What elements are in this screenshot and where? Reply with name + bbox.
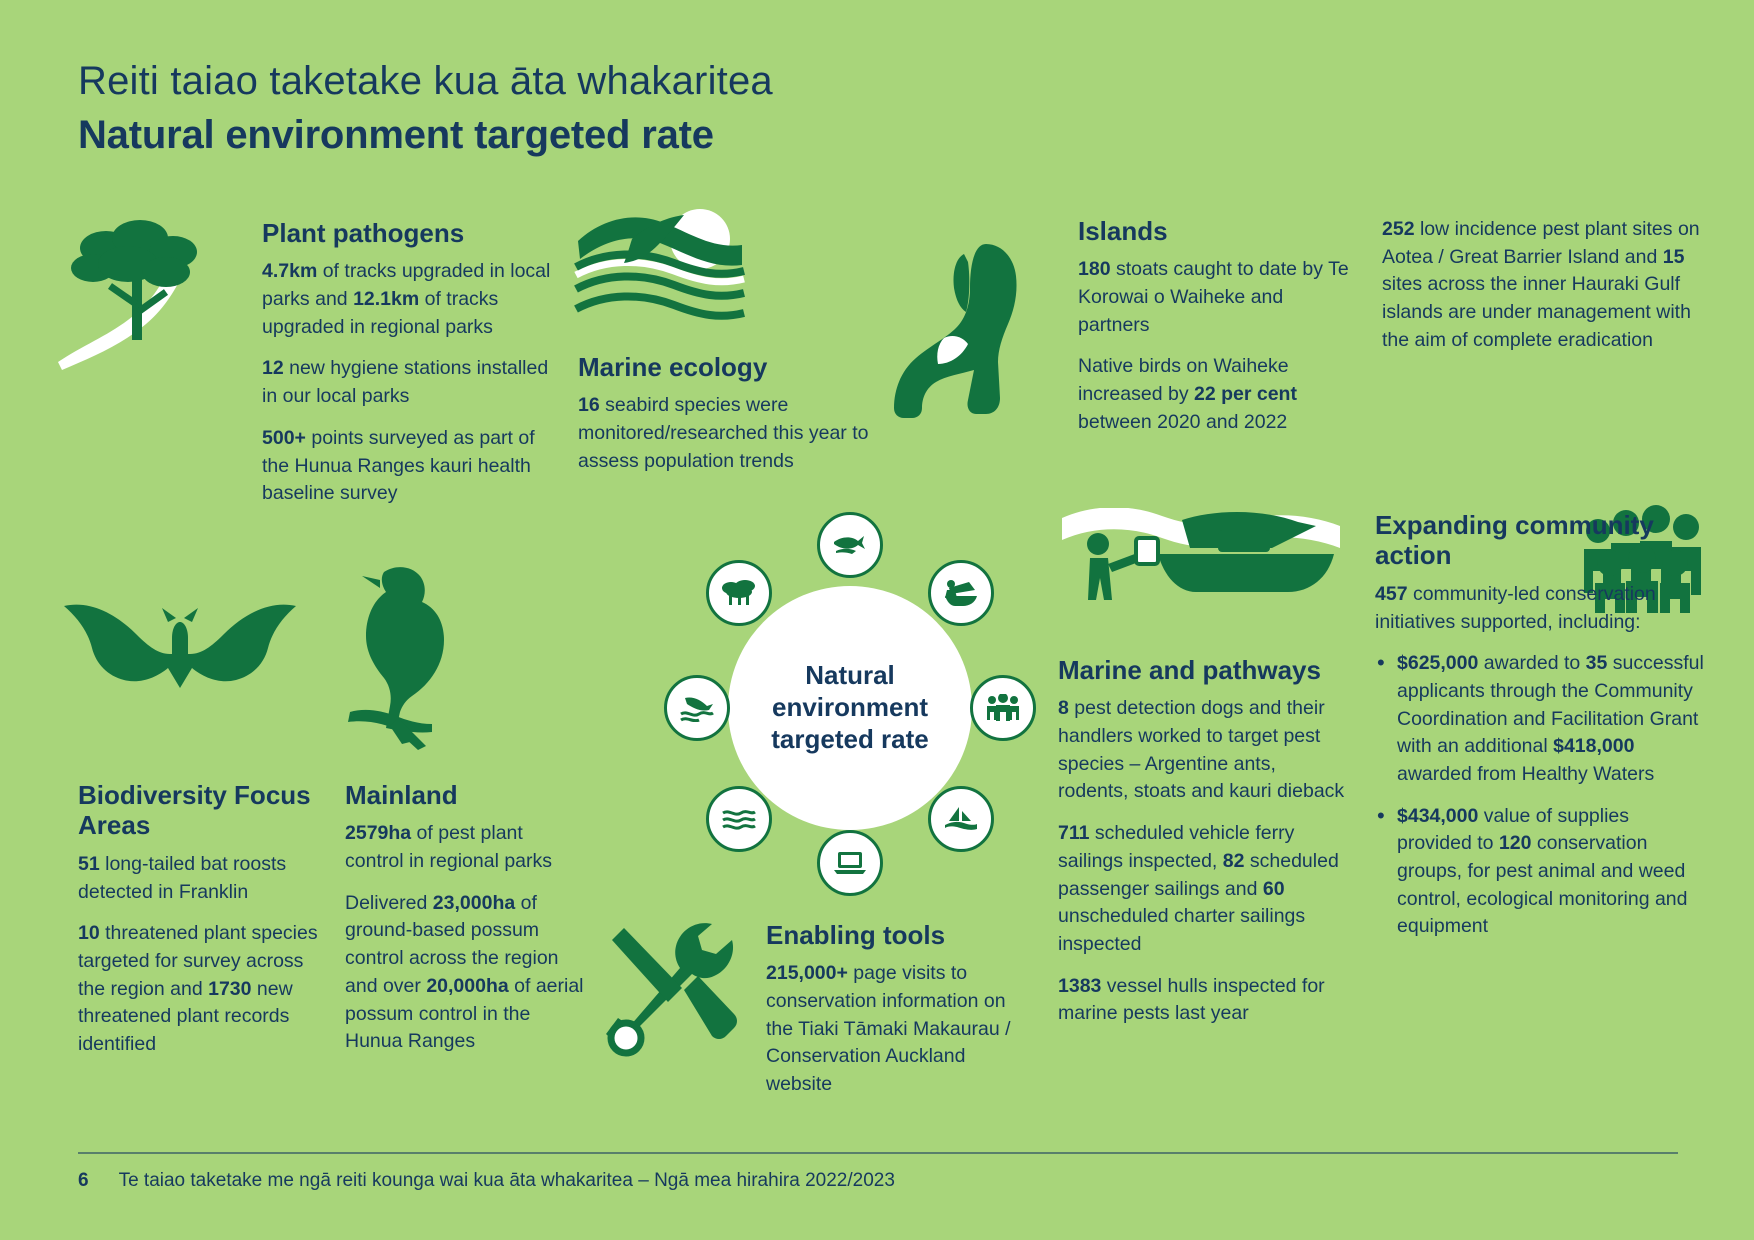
seabird-icon xyxy=(664,675,730,741)
enabling-tools-stat-1 xyxy=(766,960,1036,1098)
stat-text: Native birds on Waiheke increased by xyxy=(1078,355,1289,406)
stat-text: between 2020 and 2022 xyxy=(1078,410,1288,433)
stat-text: points surveyed as part of the Hunua Ranges kauri health baseline survey xyxy=(262,426,535,505)
islands-stat-1 xyxy=(1078,256,1358,339)
detection-dog-icon xyxy=(890,238,1040,428)
stat-text: threatened plant species targeted for survey across the region and xyxy=(78,922,318,1000)
stat-value: 12.1km xyxy=(353,288,420,311)
stat-text: awarded to xyxy=(1478,652,1586,675)
mainland-stat-2 xyxy=(345,890,585,1056)
page-title-maori: Reiti taiao taketake kua āta whakaritea xyxy=(78,59,773,103)
stat-text: stoats caught to date by Te Korowai o Waiheke and partners xyxy=(1078,258,1349,336)
stat-value: 12 xyxy=(262,357,284,380)
footer-divider xyxy=(78,1152,1678,1154)
stat-text: of aerial possum control in the Hunua Ranges xyxy=(345,974,584,1053)
stat-text: new hygiene stations installed in our local parks xyxy=(262,357,549,408)
plant-pathogens-stat-2 xyxy=(262,355,552,410)
stat-value: 4.7km xyxy=(262,260,318,283)
stat-value: 10 xyxy=(78,922,100,945)
sailboat-island-icon xyxy=(928,786,994,852)
section-enabling-tools xyxy=(766,920,1036,1099)
stat-value: 215,000+ xyxy=(766,962,848,985)
section-heading: Expanding community action xyxy=(1375,510,1654,571)
section-heading: Marine ecology xyxy=(578,352,768,382)
tree-and-path-icon xyxy=(48,212,228,377)
kokako-bird-icon xyxy=(340,560,455,765)
stat-text: page visits to conservation information on the Tiaki Tāmaki Makaurau / Conservation Auckland website xyxy=(766,962,1011,1096)
community-stat-1 xyxy=(1375,581,1705,636)
section-heading: Enabling tools xyxy=(766,920,946,950)
stat-value: 15 xyxy=(1662,245,1685,268)
stat-value: $418,000 xyxy=(1553,735,1635,758)
mainland-stat-1 xyxy=(345,820,585,875)
section-heading: Islands xyxy=(1078,216,1168,246)
list-item xyxy=(1397,803,1705,941)
marine-ecology-stat-1 xyxy=(578,392,888,475)
stat-text: new threatened plant records identified xyxy=(78,977,293,1055)
biodiversity-stat-1 xyxy=(78,851,328,906)
marine-pathways-stat-1 xyxy=(1058,695,1348,806)
stat-value: 23,000ha xyxy=(432,891,516,914)
section-heading: Plant pathogens xyxy=(262,218,465,248)
page-title-english: Natural environment targeted rate xyxy=(78,113,714,158)
section-mainland xyxy=(345,780,585,1056)
stat-text: successful applicants through the Community Coordination and Facilitation Grant with an additional xyxy=(1397,652,1704,758)
section-marine-ecology xyxy=(578,352,888,475)
stat-value: 120 xyxy=(1498,832,1532,855)
pest-plants-stat-1 xyxy=(1382,216,1702,354)
stat-value: 252 xyxy=(1382,218,1415,240)
stat-text: of tracks upgraded in local parks and xyxy=(262,260,551,311)
biodiversity-stat-2 xyxy=(78,920,328,1058)
stat-value: 60 xyxy=(1262,877,1285,900)
stat-text: awarded from Healthy Waters xyxy=(1397,762,1655,785)
community-bullet-list xyxy=(1375,650,1705,941)
stat-text: sites across the inner Hauraki Gulf islands are under management with the aim of complete eradication xyxy=(1382,273,1691,351)
stat-value: 82 xyxy=(1222,849,1245,872)
section-pest-plant-sites xyxy=(1382,216,1702,354)
stat-value: 711 xyxy=(1058,822,1090,845)
stat-value: 1730 xyxy=(208,977,252,1000)
plant-pathogens-stat-1 xyxy=(262,258,552,341)
marine-pathways-stat-3 xyxy=(1058,973,1348,1028)
stat-text: scheduled passenger sailings and xyxy=(1058,849,1339,900)
stat-value: 8 xyxy=(1058,697,1069,720)
stat-text: pest detection dogs and their handlers worked to target pest species – Argentine ants, rodents, stoats and kauri dieback xyxy=(1058,697,1345,803)
stat-text: vessel hulls inspected for marine pests last year xyxy=(1058,974,1325,1025)
page-footer xyxy=(78,1170,895,1192)
page-number: 6 xyxy=(78,1170,89,1191)
boat-and-inspector-icon xyxy=(1062,508,1342,633)
footer-text: Te taiao taketake me ngā reiti kounga wai kua āta whakaritea – Ngā mea hirahira 2022/2023 xyxy=(118,1170,895,1191)
targeted-rate-wheel xyxy=(660,518,1040,898)
section-biodiversity-focus-areas xyxy=(78,780,328,1059)
stat-value: 20,000ha xyxy=(426,974,509,997)
stat-text: of ground-based possum control across the region and over xyxy=(345,891,559,997)
long-tailed-bat-icon xyxy=(60,592,300,717)
section-expanding-community-action xyxy=(1375,510,1705,955)
stat-text: unscheduled charter sailings inspected xyxy=(1058,905,1306,955)
stat-text: low incidence pest plant sites on Aotea / Great Barrier Island and xyxy=(1382,218,1700,268)
tools-wrench-screwdriver-icon xyxy=(600,918,750,1068)
stat-text: scheduled vehicle ferry sailings inspected, xyxy=(1058,822,1295,872)
section-islands xyxy=(1078,216,1358,437)
marine-pathways-stat-2 xyxy=(1058,820,1348,958)
stat-value: 51 xyxy=(78,852,100,875)
stat-value: 35 xyxy=(1585,652,1608,675)
list-item xyxy=(1397,650,1705,788)
fish-icon xyxy=(817,512,883,578)
stat-text: seabird species were monitored/researched this year to assess population trends xyxy=(578,394,869,472)
forest-icon xyxy=(706,560,772,626)
stat-value: 16 xyxy=(578,394,600,417)
stat-text: value of supplies provided to xyxy=(1397,804,1630,855)
waves-icon xyxy=(706,786,772,852)
stat-value: 22 per cent xyxy=(1193,383,1297,406)
page-header xyxy=(78,58,1278,159)
wheel-center-label: Natural environment targeted rate xyxy=(771,660,929,754)
stat-value: $434,000 xyxy=(1397,804,1479,827)
section-heading: Biodiversity Focus Areas xyxy=(78,780,311,841)
wheel-center xyxy=(728,586,972,830)
stat-value: 500+ xyxy=(262,426,306,449)
stat-value: 1383 xyxy=(1058,974,1102,997)
stat-text: community-led conservation initiatives supported, including: xyxy=(1375,582,1656,633)
people-group-icon xyxy=(970,675,1036,741)
section-marine-and-pathways xyxy=(1058,655,1348,1028)
stat-value: 457 xyxy=(1375,582,1408,605)
seabird-and-waves-icon xyxy=(572,205,747,335)
section-heading: Mainland xyxy=(345,780,458,810)
stat-text: of pest plant control in regional parks xyxy=(345,822,553,873)
section-heading: Marine and pathways xyxy=(1058,655,1321,685)
stat-text: conservation groups, for pest animal and weed control, ecological monitoring and equipment xyxy=(1397,832,1688,938)
stat-text: Delivered xyxy=(345,891,433,914)
boat-inspection-icon xyxy=(928,560,994,626)
stat-text: long-tailed bat roosts detected in Franklin xyxy=(78,852,287,903)
section-plant-pathogens xyxy=(262,218,552,508)
stat-value: 180 xyxy=(1078,258,1111,281)
plant-pathogens-stat-3 xyxy=(262,425,552,508)
laptop-icon xyxy=(817,830,883,896)
stat-text: of tracks upgraded in regional parks xyxy=(262,288,499,338)
stat-value: $625,000 xyxy=(1397,652,1479,675)
stat-value: 2579ha xyxy=(345,822,412,845)
islands-stat-2 xyxy=(1078,353,1358,436)
